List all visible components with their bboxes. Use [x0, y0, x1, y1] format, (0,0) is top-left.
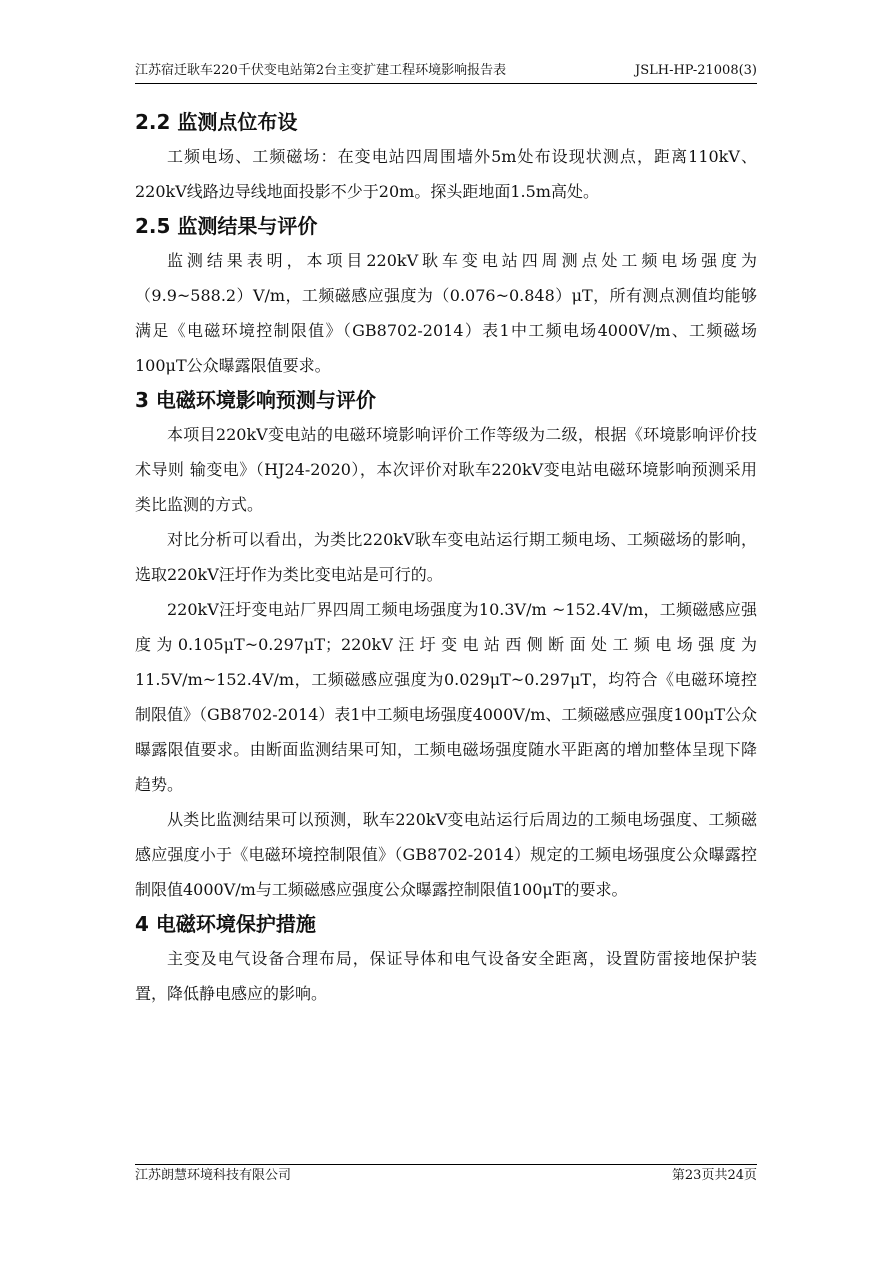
heading-3: 3 电磁环境影响预测与评价: [135, 388, 376, 412]
heading-2-2: 2.2 监测点位布设: [135, 110, 298, 134]
paragraph-monitoring-results: 监测结果表明，本项目220kV耿车变电站四周测点处工频电场强度为（9.9~588.2）V/m，工频磁感应强度为（0.076~0.848）μT，所有测点测值均能够满足《电磁环境控制限值》（GB8702-2014）表1中工频电场4000V/m、工频磁场100μT公众曝露限值要求。: [135, 251, 757, 375]
paragraph-comparison-analysis: 对比分析可以看出，为类比220kV耿车变电站运行期工频电场、工频磁场的影响，选取220kV汪圩作为类比变电站是可行的。: [135, 530, 757, 584]
page-footer: [135, 1164, 757, 1185]
company-name: 江苏朗慧环境科技有限公司: [135, 1168, 292, 1183]
paragraph-prediction: 从类比监测结果可以预测，耿车220kV变电站运行后周边的工频电场强度、工频磁感应强度小于《电磁环境控制限值》（GB8702-2014）规定的工频电场强度公众曝露控制限值4000V/m与工频磁感应强度公众曝露控制限值100μT的要求。: [135, 810, 757, 899]
page-header: [135, 62, 757, 84]
paragraph-wangwei-results: 220kV汪圩变电站厂界四周工频电场强度为10.3V/m ~152.4V/m，工频磁感应强度为0.105μT~0.297μT；220kV汪圩变电站西侧断面处工频电场强度为11.5V/m~152.4V/m，工频磁感应强度为0.029μT~0.297μT，均符合《电磁环境控制限值》（GB8702-2014）表1中工频电场强度4000V/m、工频磁感应强度100μT公众曝露限值要求。由断面监测结果可知，工频电磁场强度随水平距离的增加整体呈现下降趋势。: [135, 600, 758, 794]
page-number: 第23页共24页: [671, 1168, 757, 1183]
paragraph-protection-measures: 主变及电气设备合理布局，保证导体和电气设备安全距离，设置防雷接地保护装置，降低静电感应的影响。: [135, 949, 757, 1003]
document-number: JSLH-HP-21008(3): [634, 63, 757, 78]
report-title: 江苏宿迁耿车220千伏变电站第2台主变扩建工程环境影响报告表: [135, 63, 507, 78]
heading-2-5: 2.5 监测结果与评价: [135, 214, 318, 238]
heading-4: 4 电磁环境保护措施: [135, 912, 316, 936]
page-content: [135, 105, 757, 1011]
paragraph-assessment-level: 本项目220kV变电站的电磁环境影响评价工作等级为二级，根据《环境影响评价技术导则 输变电》（HJ24-2020），本次评价对耿车220kV变电站电磁环境影响预测采用类比监测的方式。: [135, 425, 757, 514]
paragraph-monitoring-points: 工频电场、工频磁场：在变电站四周围墙外5m处布设现状测点，距离110kV、220kV线路边导线地面投影不少于20m。探头距地面1.5m高处。: [135, 147, 757, 201]
